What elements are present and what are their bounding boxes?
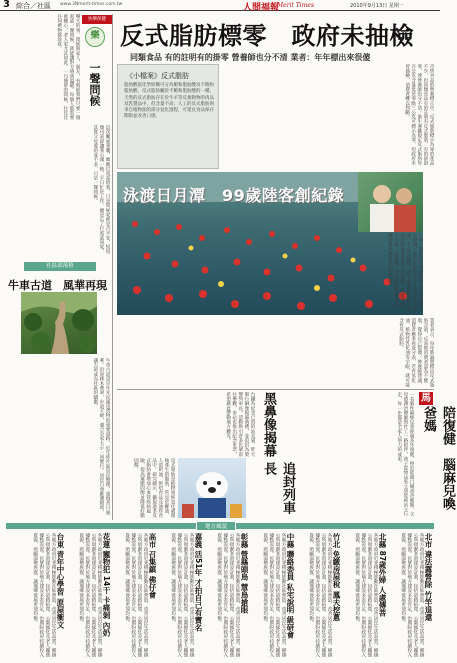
local-news-tag: 地方風貌 <box>196 521 236 531</box>
fact-box-title: 《小檔案》反式脂肪 <box>126 72 189 80</box>
swim-caption: 一年一度的日月潭國際萬人泳渡活動昨天登場，來自大陸的九十九歲老先生完成三千公尺泳程，創下最高齡紀錄。他表示游泳是他每天的習慣，身體硬朗，下水後一路順暢，到終點時精神奕奕，讓在場民眾報以熱烈掌聲。 <box>387 233 423 312</box>
column-logo: 樂 <box>85 27 105 47</box>
local-news-text: 各地方政府近來積極推動社區營造，改善居民生活品質。鄉鎮公所規劃多項建設計畫，包括道路拓寬、公園綠化及老人關懷據點設置。民眾對於地方建設多表肯定，也期盼政府持續投入資源，照顧弱勢族群，讓城鄉發展更加均衡。 <box>124 533 148 658</box>
column-title: 一聲問候 <box>88 62 101 106</box>
local-news-text: 各地方政府近來積極推動社區營造，改善居民生活品質。鄉鎮公所規劃多項建設計畫，包括道路拓寬、公園綠化及老人關懷據點設置。民眾對於地方建設多表肯定，也期盼政府持續投入資源，照顧弱勢族群，讓城鄉發展更加均衡。 <box>354 533 378 658</box>
section-divider <box>117 389 434 390</box>
left-column-text-bottom: 牛車古道是早年先民運送貨物的重要道路，近年經社區居民整理，重現昔日風華。沿途林木蒼翠，步道平緩，適合全家大小一同健行。居民自發維護環境，讓古道成為社區的驕傲。 <box>92 358 110 515</box>
local-headline: 彰縣 營縣頭鳥 慧鳥搶眼 <box>240 533 249 614</box>
trail-photo <box>21 292 97 354</box>
main-headline: 反式脂肪標零 政府未抽檢 <box>120 21 414 50</box>
main-subhead: 同類食品 有的註明有的掛零 營養師也分不清 業者：年年標出來很傻 <box>130 53 371 62</box>
community-blog-tag: 社區部落格 <box>24 262 96 271</box>
section-name: 綜合／社區 <box>16 2 51 10</box>
column-tag: 快樂保健 <box>82 15 112 24</box>
local-headline: 高市 召集鎮 佛仔會 <box>148 533 157 599</box>
mascot-statue-photo <box>178 458 246 518</box>
swim-headline: 泳渡日月潭 99歲陸客創紀錄 <box>123 186 345 205</box>
main-story-text-lower: 業者表示，每年都誠實標出反式脂肪含量，反而被消費者認為不健康，覺得自己很傻。營養師建議，消費者應多看成分表，若有氫化油、植物性乳化油等字眼，就可能含有反式脂肪。 <box>398 318 434 387</box>
train-headline-2: 追封列車長 <box>261 462 295 514</box>
fact-box <box>117 64 219 169</box>
train-headline-1: 黑鼻像揭幕 <box>261 392 276 457</box>
issue-date: 2010年9月13日 星期一 <box>350 3 404 9</box>
local-news-columns <box>6 533 434 661</box>
local-headline: 台東 青年中心學習 原屋衝文 <box>56 533 65 629</box>
local-headline: 中縣 聯絡委員 私宅說明 級研會 <box>286 533 295 639</box>
community-headline: 牛車古道 風華再現 <box>8 279 107 292</box>
website-url[interactable]: www.3Nmerit-times.com.tw <box>60 2 123 7</box>
recovery-story-text: 一名腦性麻痺兒童經過多年復健，終於能開口喊爸爸媽媽。父母感謝治療師與社工一路陪伴，孩子從無法坐立到能夠站立行走，每一步都是全家人努力的成果。 <box>396 392 414 517</box>
local-news-text: 各地方政府近來積極推動社區營造，改善居民生活品質。鄉鎮公所規劃多項建設計畫，包括道路拓寬、公園綠化及老人關懷據點設置。民眾對於地方建設多表肯定，也期盼政府持續投入資源，照顧弱勢族群，讓城鄉發展更加均衡。 <box>170 533 194 658</box>
local-headline: 北市 違法露營除 竹竿退還 <box>424 533 433 621</box>
column-divider <box>112 14 113 520</box>
train-story-text-2: 反式脂肪是植物油經氫化處理後產生的脂肪，常見於酥油、人造奶油、烘焙食品及油炸食品中。研究顯示，攝取過多反式脂肪會增加心血管疾病風險，提高壞膽固醇並降低好膽固醇。 <box>133 458 175 518</box>
page-header <box>0 0 440 11</box>
local-news-text: 各地方政府近來積極推動社區營造，改善居民生活品質。鄉鎮公所規劃多項建設計畫，包括道路拓寬、公園綠化及老人關懷據點設置。民眾對於地方建設多表肯定，也期盼政府持續投入資源，照顧弱勢族群，讓城鄉發展更加均衡。 <box>32 533 56 658</box>
local-news-text: 各地方政府近來積極推動社區營造，改善居民生活品質。鄉鎮公所規劃多項建設計畫，包括道路拓寬、公園綠化及老人關懷據點設置。民眾對於地方建設多表肯定，也期盼政府持續投入資源，照顧弱勢族群，讓城鄉發展更加均衡。 <box>400 533 424 658</box>
left-column-text-mid: 這次颱風來襲，媽媽打電話給我，只是問候家裡是否平安，短短幾句話卻讓我心頭一熱。平日忙於工作，總是忘了打電話回家，其實父母要的並不多，只是一聲問候。 <box>92 125 110 254</box>
newspaper-brand-en: Merit Times <box>277 2 315 9</box>
local-news-text: 各地方政府近來積極推動社區營造，改善居民生活品質。鄉鎮公所規劃多項建設計畫，包括道路拓寬、公園綠化及老人關懷據點設置。民眾對於地方建設多表肯定，也期盼政府持續投入資源，照顧弱勢族群，讓城鄉發展更加均衡。 <box>308 533 332 658</box>
local-headline: 嘉義 活51年 才拍自己有寶名 <box>194 533 203 632</box>
local-headline: 花蓮 寵物犯 14干 卡痛剝 內奶 <box>102 533 111 637</box>
recovery-headline: 陪復健 腦麻兒喚爸媽 <box>421 406 455 510</box>
recovery-red-char: 馬 <box>421 393 431 404</box>
left-column-text-top: 樂天的事，問候與家人、朋友，有時候我們只要一個電話一聲問候，就能讓對方感到溫暖。每個人都需要被關心，老人家尤其如此。一句簡單的問候，往往比任何禮物都珍貴。 <box>56 14 80 120</box>
swimmer-portrait-photo <box>358 172 423 232</box>
main-story-text: 市售食品的營養標示中，反式脂肪標示為零的產品不少，但同類食品有的註明有反式脂肪、有的卻掛零，連營養師也分不清。衛生署雖規定反式脂肪每百公克含量低於零點三公克可標示為零，但政府未曾抽檢，消費者難以判斷。 <box>404 64 434 166</box>
page-number: 3 <box>3 0 10 10</box>
fact-box-text: 脂肪酸依化學結構可分為飽和脂肪酸及不飽和脂肪酸，反式脂肪屬於不飽和脂肪酸的一種。天然的反式脂肪存在於牛羊等反芻動物的肉品及乳製品中，但含量不高；人工的反式脂肪則來自植物油的部分氫化過程，可延長食品保存期限並改善口感。 <box>124 83 214 120</box>
local-news-text: 各地方政府近來積極推動社區營造，改善居民生活品質。鄉鎮公所規劃多項建設計畫，包括道路拓寬、公園綠化及老人關懷據點設置。民眾對於地方建設多表肯定，也期盼政府持續投入資源，照顧弱勢族群，讓城鄉發展更加均衡。 <box>262 533 286 658</box>
train-story-text: 台鐵為紀念已故的站長貓，昨天舉行銅像揭幕典禮，並追封為榮譽列車長。活動吸引許多民眾前往參觀，車站也推出紀念車票，希望藉此帶動地方觀光。 <box>225 392 255 457</box>
local-news-text: 各地方政府近來積極推動社區營造，改善居民生活品質。鄉鎮公所規劃多項建設計畫，包括道路拓寬、公園綠化及老人關懷據點設置。民眾對於地方建設多表肯定，也期盼政府持續投入資源，照顧弱勢族群，讓城鄉發展更加均衡。 <box>216 533 240 658</box>
local-headline: 竹北 免繳房屋稅 鳳夫挖蔥 <box>332 533 341 621</box>
local-news-text: 各地方政府近來積極推動社區營造，改善居民生活品質。鄉鎮公所規劃多項建設計畫，包括道路拓寬、公園綠化及老人關懷據點設置。民眾對於地方建設多表肯定，也期盼政府持續投入資源，照顧弱勢族群，讓城鄉發展更加均衡。 <box>78 533 102 658</box>
newspaper-brand: 人間福報 <box>243 3 280 13</box>
local-headline: 北縣 87歲外婦 人處傳菩 <box>378 533 387 617</box>
